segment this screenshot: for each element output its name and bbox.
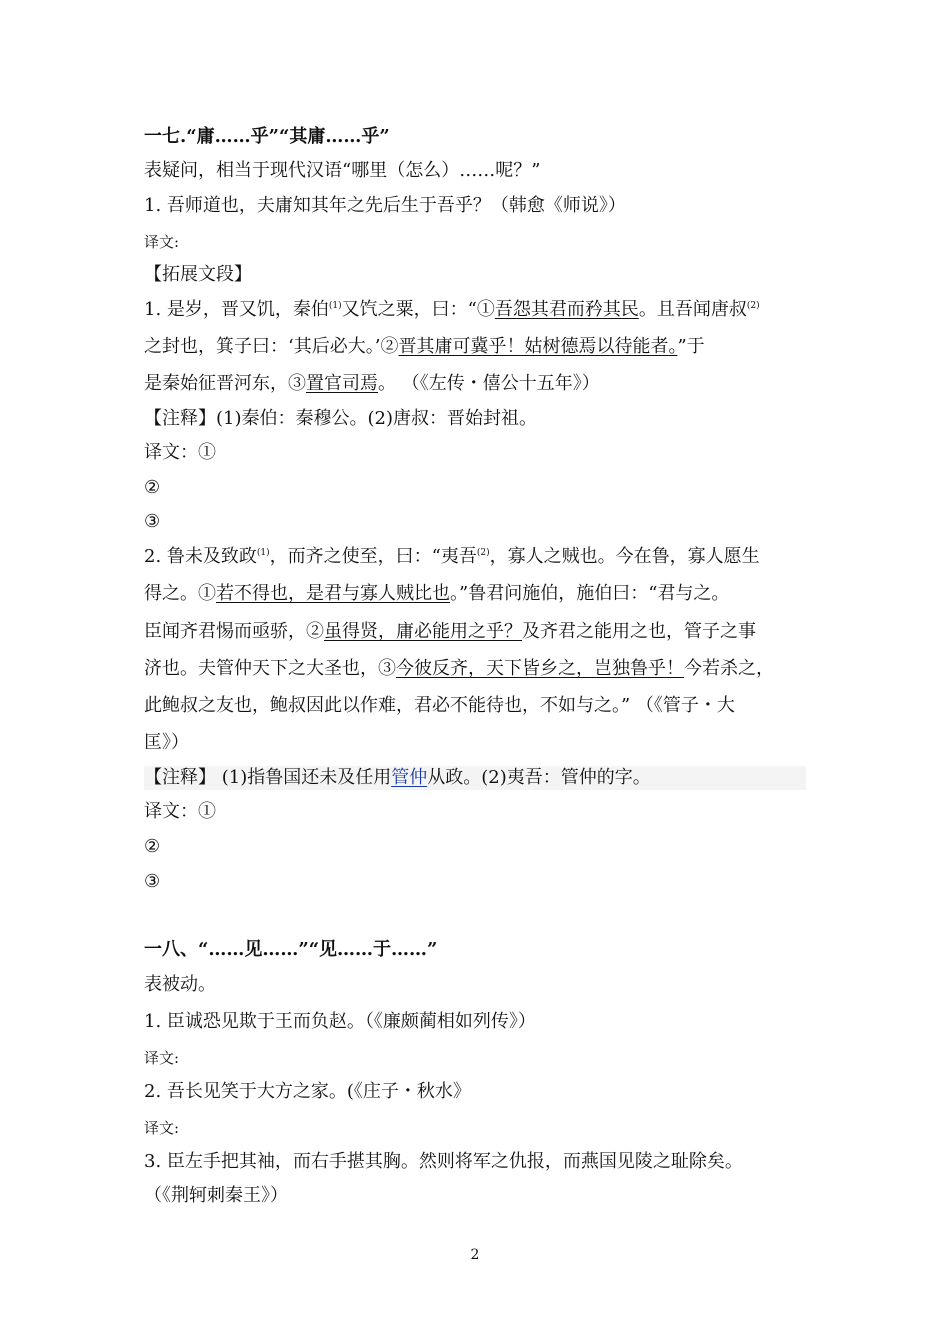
passage-1-translation-1: 译文：① — [144, 442, 216, 463]
page-number: 2 — [470, 1247, 480, 1263]
section-18-example-3-line-1: 3. 臣左手把其袖，而右手揕其胸。然则将军之仇报，而燕国见陵之耻除矣。 — [144, 1151, 743, 1172]
section-18-translation-1: 译文: — [144, 1049, 180, 1067]
passage-2-line-3: 臣闻齐君惕而亟骄，②虽得贤，庸必能用之乎？及齐君之能用之也，管子之事 — [144, 621, 756, 642]
section-17-example-1: 1. 吾师道也，夫庸知其年之先后生于吾乎？（韩愈《师说》） — [144, 195, 626, 216]
passage-1-line-3: 是秦始征晋河东，③置官司焉。 （《左传・僖公十五年》） — [144, 373, 600, 394]
underlined-sentence: 今彼反齐，天下皆乡之，岂独鲁乎！ — [396, 658, 684, 679]
passage-1-translation-3: ③ — [144, 511, 161, 532]
section-17-title: 一七.“庸……乎”“其庸……乎” — [144, 126, 390, 147]
passage-1-translation-2: ② — [144, 477, 161, 498]
section-18-example-3-line-2: （《荆轲刺秦王》） — [144, 1185, 288, 1206]
underlined-sentence: 吾怨其君而矜其民 — [494, 299, 639, 320]
section-18-example-1: 1. 臣诚恐见欺于王而负赵。（《廉颇蔺相如列传》） — [144, 1011, 536, 1032]
guan-zhong-link[interactable]: 管仲 — [391, 767, 428, 788]
section-18-title: 一八、“……见……”“见……于……” — [144, 939, 438, 960]
section-18-example-2: 2. 吾长见笑于大方之家。(《庄子・秋水》 — [144, 1081, 471, 1102]
passage-2-notes: 【注释】 (1)指鲁国还未及任用管仲从政。(2)夷吾：管仲的字。 — [144, 766, 806, 790]
section-17-description: 表疑问，相当于现代汉语“哪里（怎么）……呢？” — [144, 160, 541, 181]
translation-label: 译文: — [144, 233, 180, 251]
passage-2-translation-1: 译文：① — [144, 801, 216, 822]
footnote-ref: (2) — [746, 301, 760, 311]
footnote-ref: (1) — [328, 301, 342, 311]
passage-2-translation-2: ② — [144, 836, 161, 857]
passage-2-line-5: 此鲍叔之友也，鲍叔因此以作难，君必不能待也，不如与之。” （《管子・大 — [144, 695, 735, 716]
passage-1-line-2: 之封也，箕子曰：‘其后必大。’②晋其庸可冀乎！姑树德焉以待能者。”于 — [144, 336, 705, 357]
passage-1-line-1: 1. 是岁，晋又饥，秦伯$^{(1)}$又饩之粟，曰：“①吾怨其君而矜其民。且吾闻唐叔$^{(2)}$ — [144, 299, 760, 320]
footnote-ref: (2) — [476, 548, 490, 558]
extension-heading: 【拓展文段】 — [144, 264, 252, 285]
passage-2-line-2: 得之。①若不得也，是君与寡人贼比也。”鲁君问施伯，施伯曰：“君与之。 — [144, 583, 730, 604]
underlined-sentence: 置官司焉 — [306, 373, 378, 394]
section-18-description: 表被动。 — [144, 974, 216, 995]
underlined-sentence: 虽得贤，庸必能用之乎？ — [324, 621, 522, 642]
underlined-sentence: 晋其庸可冀乎！姑树德焉以待能者。 — [398, 336, 678, 357]
passage-2-line-6: 匡》） — [144, 732, 189, 753]
passage-2-translation-3: ③ — [144, 871, 161, 892]
passage-2-line-1: 2. 鲁未及致政$^{(1)}$，而齐之使至，曰：“夷吾$^{(2)}$，寡人之贼也。今在鲁，寡人愿生 — [144, 546, 760, 567]
footnote-ref: (1) — [256, 548, 270, 558]
passage-1-notes: 【注释】(1)秦伯：秦穆公。(2)唐叔：晋始封祖。 — [144, 408, 537, 429]
underlined-sentence: 若不得也，是君与寡人贼比也 — [216, 583, 450, 604]
passage-2-line-4: 济也。夫管仲天下之大圣也，③今彼反齐，天下皆乡之，岂独鲁乎！今若杀之， — [144, 658, 774, 679]
section-18-translation-2: 译文: — [144, 1119, 180, 1137]
